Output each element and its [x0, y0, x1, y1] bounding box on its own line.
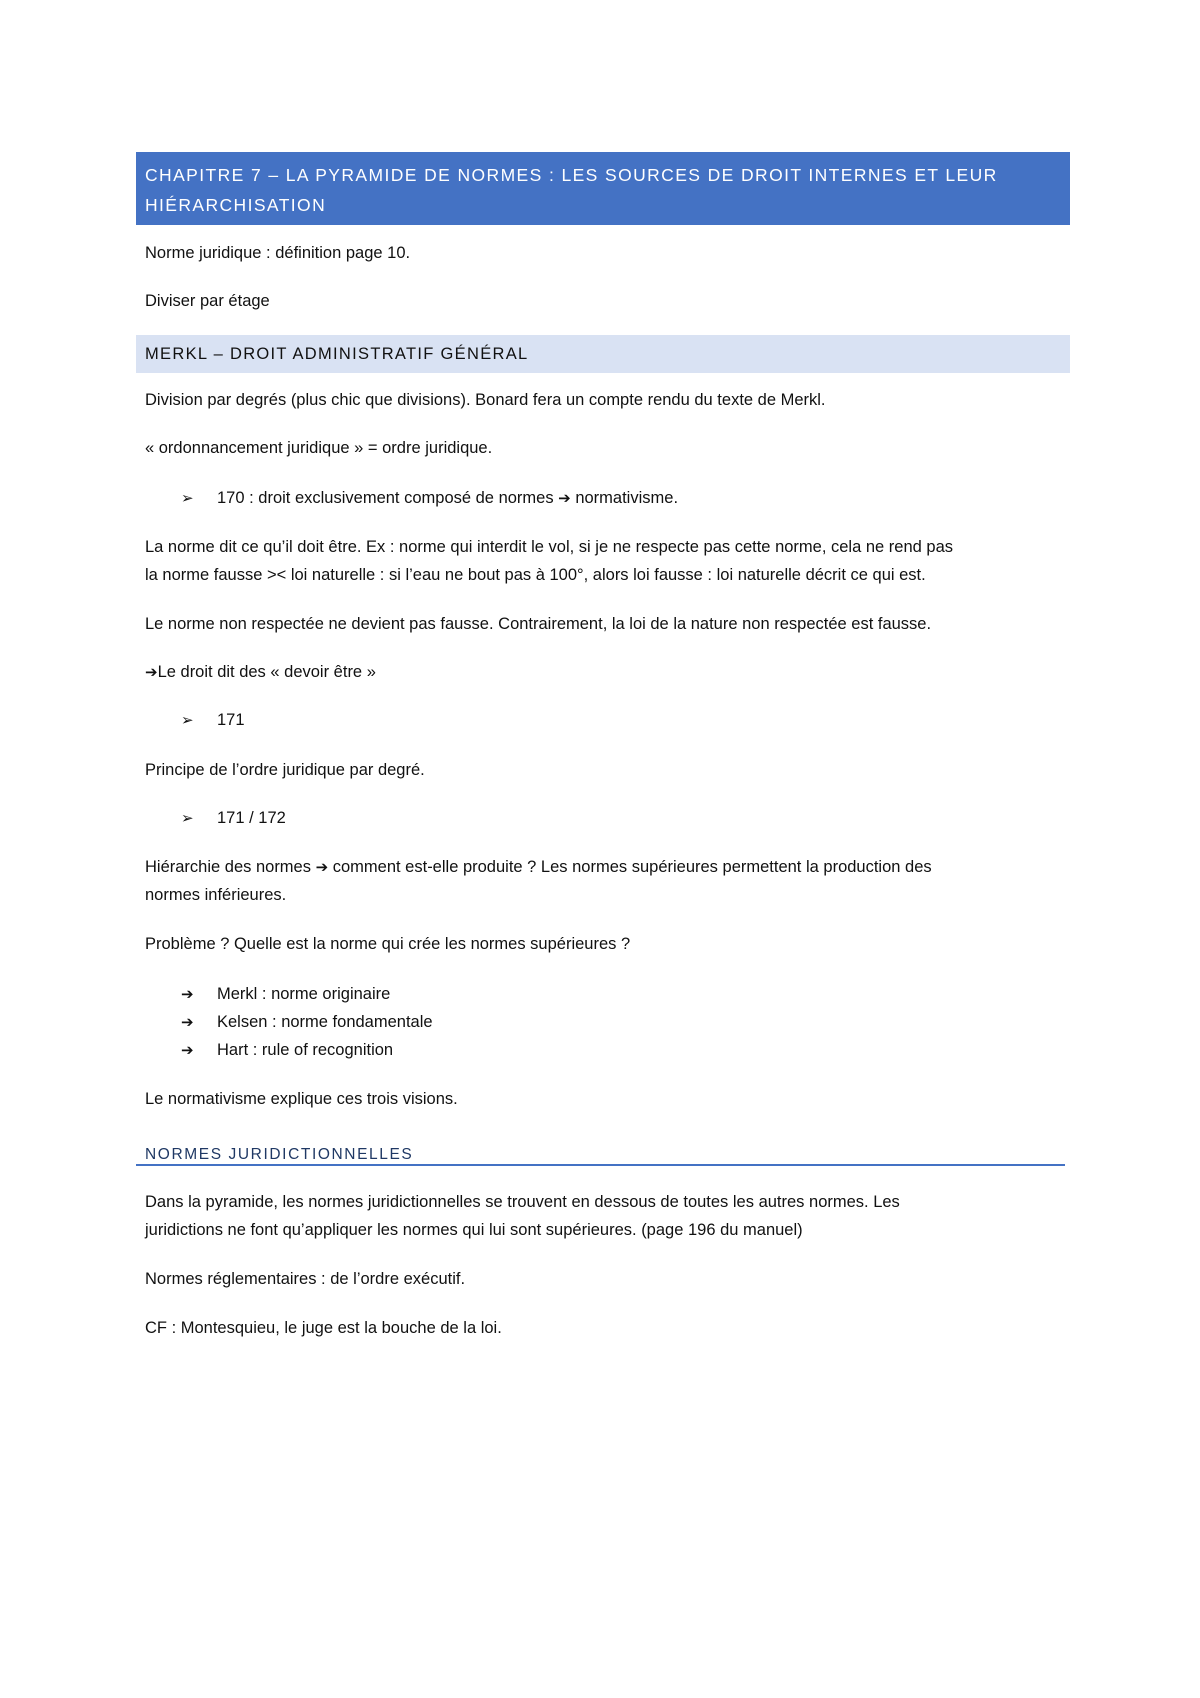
paragraph-devoir-etre	[145, 658, 1075, 686]
arrow-list-item	[181, 980, 390, 1008]
right-arrow-icon: ➔	[181, 1041, 194, 1059]
paragraph-probleme: Problème ? Quelle est la norme qui crée les normes supérieures ?	[145, 935, 631, 953]
paragraph-line: Dans la pyramide, les normes juridictionnelles se trouvent en dessous de toutes les autres normes. Les	[145, 1193, 900, 1211]
arrow-list-item	[181, 1036, 393, 1064]
paragraph-hierarchie	[145, 853, 1075, 909]
right-arrow-icon: ➔	[181, 1013, 194, 1031]
paragraph-montesquieu: CF : Montesquieu, le juge est la bouche de la loi.	[145, 1319, 502, 1337]
paragraph-ordonnancement: « ordonnancement juridique » = ordre juridique.	[145, 439, 493, 457]
paragraph-diviser: Diviser par étage	[145, 292, 270, 310]
paragraph-norme-dit	[145, 533, 1075, 589]
paragraph-text-b: comment est-elle produite ? Les normes supérieures permettent la production des	[328, 858, 932, 876]
paragraph-norme-juridique: Norme juridique : définition page 10.	[145, 244, 411, 262]
right-arrow-icon: ➔	[145, 663, 158, 681]
paragraph-division: Division par degrés (plus chic que divisions). Bonard fera un compte rendu du texte de Merkl.	[145, 391, 826, 409]
paragraph-line: La norme dit ce qu’il doit être. Ex : norme qui interdit le vol, si je ne respecte pas cette norme, cela ne rend pas	[145, 538, 954, 556]
paragraph-pyramide	[145, 1188, 1075, 1244]
paragraph-line: la norme fausse >< loi naturelle : si l’eau ne bout pas à 100°, alors loi fausse : loi naturelle décrit ce qui est.	[145, 566, 926, 584]
paragraph-line	[145, 853, 1075, 881]
arrow-list-item	[181, 1008, 433, 1036]
list-item-text: Merkl : norme originaire	[217, 985, 391, 1003]
right-arrow-icon: ➔	[558, 489, 571, 507]
section-heading-merkl: MERKL – DROIT ADMINISTRATIF GÉNÉRAL	[136, 335, 1070, 373]
chapter-heading-line-1: CHAPITRE 7 – LA PYRAMIDE DE NORMES : LES SOURCES DE DROIT INTERNES ET LEUR	[145, 165, 998, 185]
bullet-arrowhead-icon: ➢	[181, 809, 194, 827]
paragraph-text: Le droit dit des « devoir être »	[157, 663, 376, 681]
paragraph-line: juridictions ne font qu’appliquer les normes qui lui sont supérieures. (page 196 du manuel)	[145, 1221, 803, 1239]
bullet-text: 171 / 172	[217, 809, 286, 827]
paragraph-principe: Principe de l’ordre juridique par degré.	[145, 761, 425, 779]
right-arrow-icon: ➔	[315, 858, 329, 876]
bullet-item-170	[181, 484, 678, 512]
bullet-item-171	[181, 706, 245, 734]
bullet-item-171-172	[181, 804, 286, 832]
paragraph-text-a: Hiérarchie des normes	[145, 858, 316, 876]
bullet-arrowhead-icon: ➢	[181, 489, 194, 507]
list-item-text: Kelsen : norme fondamentale	[217, 1013, 433, 1031]
bullet-text-b: normativisme.	[570, 489, 679, 507]
paragraph-non-respectee: Le norme non respectée ne devient pas fausse. Contrairement, la loi de la nature non respectée est fausse.	[145, 615, 932, 633]
list-item-text: Hart : rule of recognition	[217, 1041, 394, 1059]
chapter-heading-line-2: HIÉRARCHISATION	[145, 195, 327, 215]
paragraph-reglementaires: Normes réglementaires : de l’ordre exécutif.	[145, 1270, 466, 1288]
bullet-text-a: 170 : droit exclusivement composé de normes	[217, 489, 559, 507]
chapter-heading	[136, 152, 1070, 225]
section-heading-juridictionnelles: NORMES JURIDICTIONNELLES	[136, 1140, 1065, 1166]
paragraph-normativisme: Le normativisme explique ces trois visions.	[145, 1090, 458, 1108]
bullet-text: 171	[217, 711, 245, 729]
right-arrow-icon: ➔	[181, 985, 194, 1003]
paragraph-line: normes inférieures.	[145, 886, 287, 904]
bullet-arrowhead-icon: ➢	[181, 711, 194, 729]
